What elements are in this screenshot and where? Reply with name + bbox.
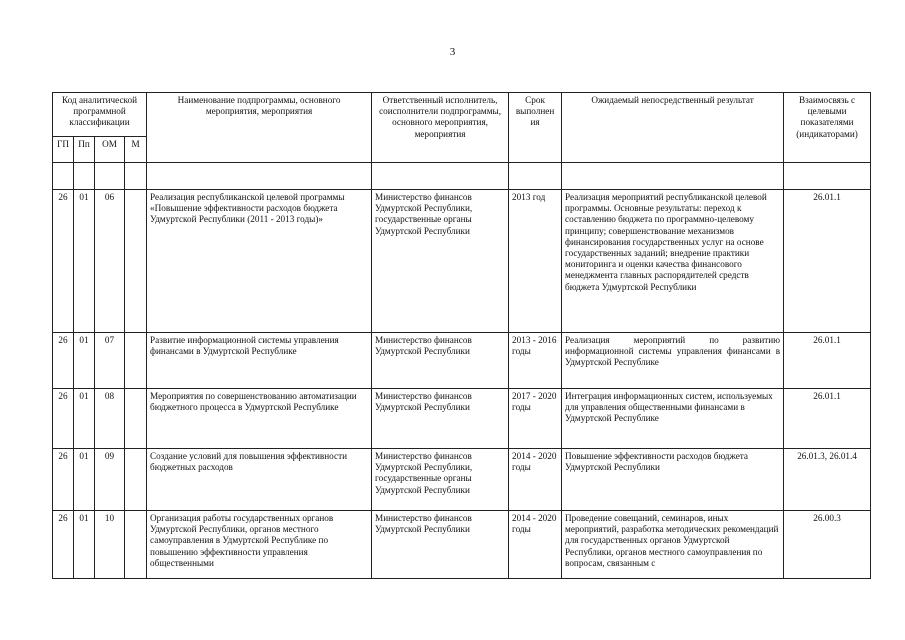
table-row bbox=[53, 449, 871, 511]
cell-om: 09 bbox=[95, 449, 125, 511]
cell-link: 26.00.3 bbox=[784, 511, 871, 579]
cell-result: Реализация мероприятий по развитию информационной системы управления финансами в Удмуртской Республике bbox=[562, 333, 784, 389]
cell-link: 26.01.1 bbox=[784, 190, 871, 333]
cell-gp: 26 bbox=[53, 449, 74, 511]
header-result: Ожидаемый непосредственный результат bbox=[562, 93, 784, 163]
cell-om: 10 bbox=[95, 511, 125, 579]
table-row bbox=[53, 333, 871, 389]
header-pp: Пп bbox=[74, 137, 95, 163]
cell-responsible: Министерство финансов Удмуртской Республики bbox=[372, 333, 509, 389]
header-name: Наименование подпрограммы, основного мероприятия, мероприятия bbox=[147, 93, 372, 163]
cell-pp: 01 bbox=[74, 511, 95, 579]
cell-responsible: Министерство финансов Удмуртской Республики, государственные органы Удмуртской Республики bbox=[372, 190, 509, 333]
table-row bbox=[53, 389, 871, 449]
header-responsible: Ответственный исполнитель, соисполнители подпрограммы, основного мероприятия, мероприятия bbox=[372, 93, 509, 163]
cell-result: Реализация мероприятий республиканской целевой программы. Основные результаты: переход к составлению бюджета по программно-целевому принципу; совершенствование механизмов финансирования государственных услуг на основе государственных заданий; внедрение практики мониторинга и оценки качества финансового менеджмента главных распорядителей средств бюджета Удмуртской Республики bbox=[562, 190, 784, 333]
cell-result: Повышение эффективности расходов бюджета Удмуртской Республики bbox=[562, 449, 784, 511]
cell-responsible: Министерство финансов Удмуртской Республики, государственные органы Удмуртской Республики bbox=[372, 449, 509, 511]
header-gp: ГП bbox=[53, 137, 74, 163]
cell-term: 2013 год bbox=[509, 190, 562, 333]
cell-m bbox=[125, 389, 147, 449]
program-table bbox=[52, 92, 871, 579]
cell-m bbox=[125, 511, 147, 579]
cell-gp: 26 bbox=[53, 190, 74, 333]
cell-m bbox=[125, 333, 147, 389]
cell-m bbox=[125, 190, 147, 333]
cell-link: 26.01.1 bbox=[784, 333, 871, 389]
spacer-row bbox=[53, 163, 871, 190]
cell-link: 26.01.1 bbox=[784, 389, 871, 449]
cell-name: Создание условий для повышения эффективности бюджетных расходов bbox=[147, 449, 372, 511]
table-row bbox=[53, 190, 871, 333]
cell-om: 07 bbox=[95, 333, 125, 389]
cell-name: Развитие информационной системы управления финансами в Удмуртской Республике bbox=[147, 333, 372, 389]
cell-term: 2014 - 2020 годы bbox=[509, 449, 562, 511]
cell-result: Интеграция информационных систем, используемых для управления общественными финансами в Удмуртской Республике bbox=[562, 389, 784, 449]
cell-term: 2017 - 2020 годы bbox=[509, 389, 562, 449]
cell-m bbox=[125, 449, 147, 511]
cell-responsible: Министерство финансов Удмуртской Республики bbox=[372, 389, 509, 449]
cell-term: 2014 - 2020 годы bbox=[509, 511, 562, 579]
header-term: Срок выполнен ия bbox=[509, 93, 562, 163]
cell-pp: 01 bbox=[74, 449, 95, 511]
cell-pp: 01 bbox=[74, 333, 95, 389]
cell-link: 26.01.3, 26.01.4 bbox=[784, 449, 871, 511]
cell-term: 2013 - 2016 годы bbox=[509, 333, 562, 389]
cell-gp: 26 bbox=[53, 333, 74, 389]
cell-responsible: Министерство финансов Удмуртской Республики bbox=[372, 511, 509, 579]
cell-name: Организация работы государственных органов Удмуртской Республики, органов местного самоуправления в Удмуртской Республике по повышению эффективности управления общественными bbox=[147, 511, 372, 579]
header-om: ОМ bbox=[95, 137, 125, 163]
cell-om: 06 bbox=[95, 190, 125, 333]
cell-name: Реализация республиканской целевой программы «Повышение эффективности расходов бюджета Удмуртской Республики (2011 - 2013 годы)» bbox=[147, 190, 372, 333]
header-link: Взаимосвязь с целевыми показателями (индикаторами) bbox=[784, 93, 871, 163]
header-row-1 bbox=[53, 93, 871, 137]
cell-om: 08 bbox=[95, 389, 125, 449]
header-m: М bbox=[125, 137, 147, 163]
cell-gp: 26 bbox=[53, 511, 74, 579]
cell-result: Проведение совещаний, семинаров, иных мероприятий, разработка методических рекомендаций для государственных органов Удмуртской Республики, органов местного самоуправления по вопросам, связанным с bbox=[562, 511, 784, 579]
cell-name: Мероприятия по совершенствованию автоматизации бюджетного процесса в Удмуртской Республике bbox=[147, 389, 372, 449]
table-row bbox=[53, 511, 871, 579]
cell-pp: 01 bbox=[74, 190, 95, 333]
header-code-group: Код аналитической программной классификации bbox=[53, 93, 147, 137]
page-number: 3 bbox=[449, 46, 456, 58]
cell-gp: 26 bbox=[53, 389, 74, 449]
cell-pp: 01 bbox=[74, 389, 95, 449]
